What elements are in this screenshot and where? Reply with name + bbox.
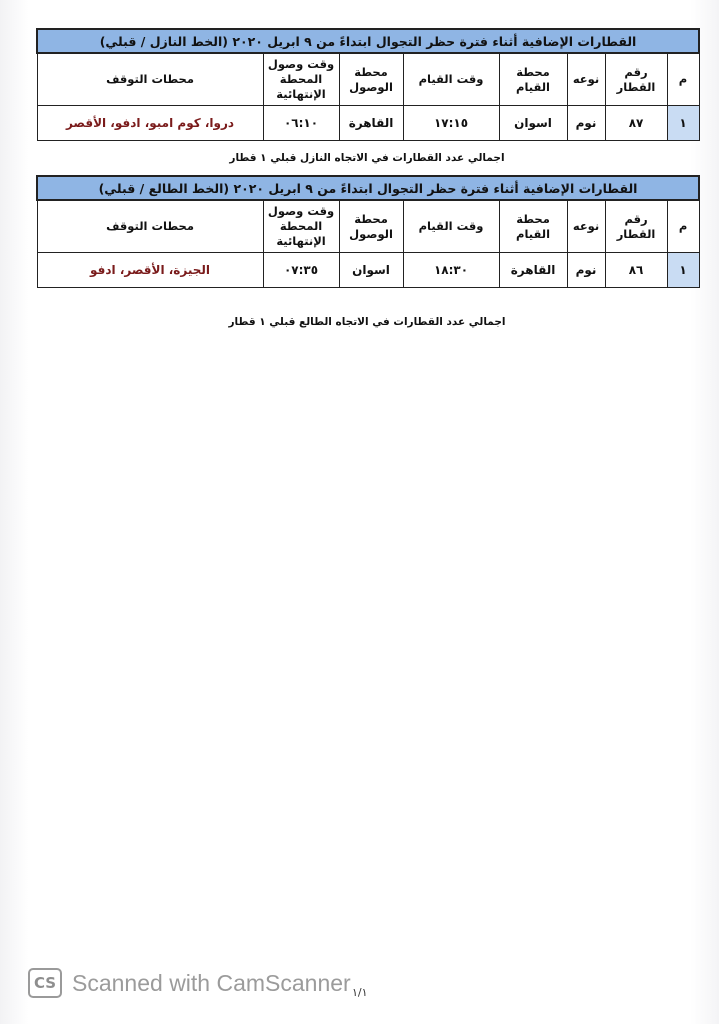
cell-dep-time: ١٨:٣٠ xyxy=(403,253,499,288)
cell-dep-station: اسوان xyxy=(499,106,567,141)
cell-arr-time: ٠٧:٣٥ xyxy=(263,253,339,288)
header-train-no: رقم القطار xyxy=(605,53,667,106)
trains-table-downline xyxy=(36,28,700,141)
header-type: نوعه xyxy=(567,200,605,253)
header-arr-time: وقت وصول المحطة الإنتهائية xyxy=(263,53,339,106)
cell-arr-station: اسوان xyxy=(339,253,403,288)
header-dep-time: وقت القيام xyxy=(403,53,499,106)
camscanner-logo-icon: CS xyxy=(28,968,62,998)
table-title: القطارات الإضافية أثناء فترة حظر التجوال ابتداءً من ٩ ابريل ٢٠٢٠ (الخط النازل / قبلي) xyxy=(37,29,699,53)
header-train-no: رقم القطار xyxy=(605,200,667,253)
header-dep-time: وقت القيام xyxy=(403,200,499,253)
cell-train-no: ٨٧ xyxy=(605,106,667,141)
header-arr-station: محطة الوصول xyxy=(339,53,403,106)
table-row xyxy=(37,253,699,288)
table-row xyxy=(37,106,699,141)
table-title: القطارات الإضافية أثناء فترة حظر التجوال ابتداءً من ٩ ابريل ٢٠٢٠ (الخط الطالع / قبلي) xyxy=(37,176,699,200)
table-total-note: اجمالي عدد القطارات في الاتجاه الطالع قبلي ١ قطار xyxy=(228,316,506,328)
header-num: م xyxy=(667,200,699,253)
cell-train-no: ٨٦ xyxy=(605,253,667,288)
header-dep-station: محطة القيام xyxy=(499,53,567,106)
table-total-note: اجمالي عدد القطارات في الاتجاه النازل قبلي ١ قطار xyxy=(229,152,505,164)
cell-type: نوم xyxy=(567,253,605,288)
camscanner-watermark xyxy=(28,966,351,1000)
header-num: م xyxy=(667,53,699,106)
header-dep-station: محطة القيام xyxy=(499,200,567,253)
trains-table-upline xyxy=(36,175,700,288)
watermark-text: Scanned with CamScanner xyxy=(72,969,351,996)
cell-dep-time: ١٧:١٥ xyxy=(403,106,499,141)
cell-arr-station: القاهرة xyxy=(339,106,403,141)
cell-num: ١ xyxy=(667,106,699,141)
header-stops: محطات التوقف xyxy=(37,200,263,253)
cell-stops: دروا، كوم امبو، ادفو، الأقصر xyxy=(37,106,263,141)
header-stops: محطات التوقف xyxy=(37,53,263,106)
header-arr-time: وقت وصول المحطة الإنتهائية xyxy=(263,200,339,253)
header-type: نوعه xyxy=(567,53,605,106)
cell-arr-time: ٠٦:١٠ xyxy=(263,106,339,141)
page-number: ١/١ xyxy=(352,986,368,999)
header-arr-station: محطة الوصول xyxy=(339,200,403,253)
cell-dep-station: القاهرة xyxy=(499,253,567,288)
cell-type: نوم xyxy=(567,106,605,141)
cell-stops: الجيزة، الأقصر، ادفو xyxy=(37,253,263,288)
cell-num: ١ xyxy=(667,253,699,288)
